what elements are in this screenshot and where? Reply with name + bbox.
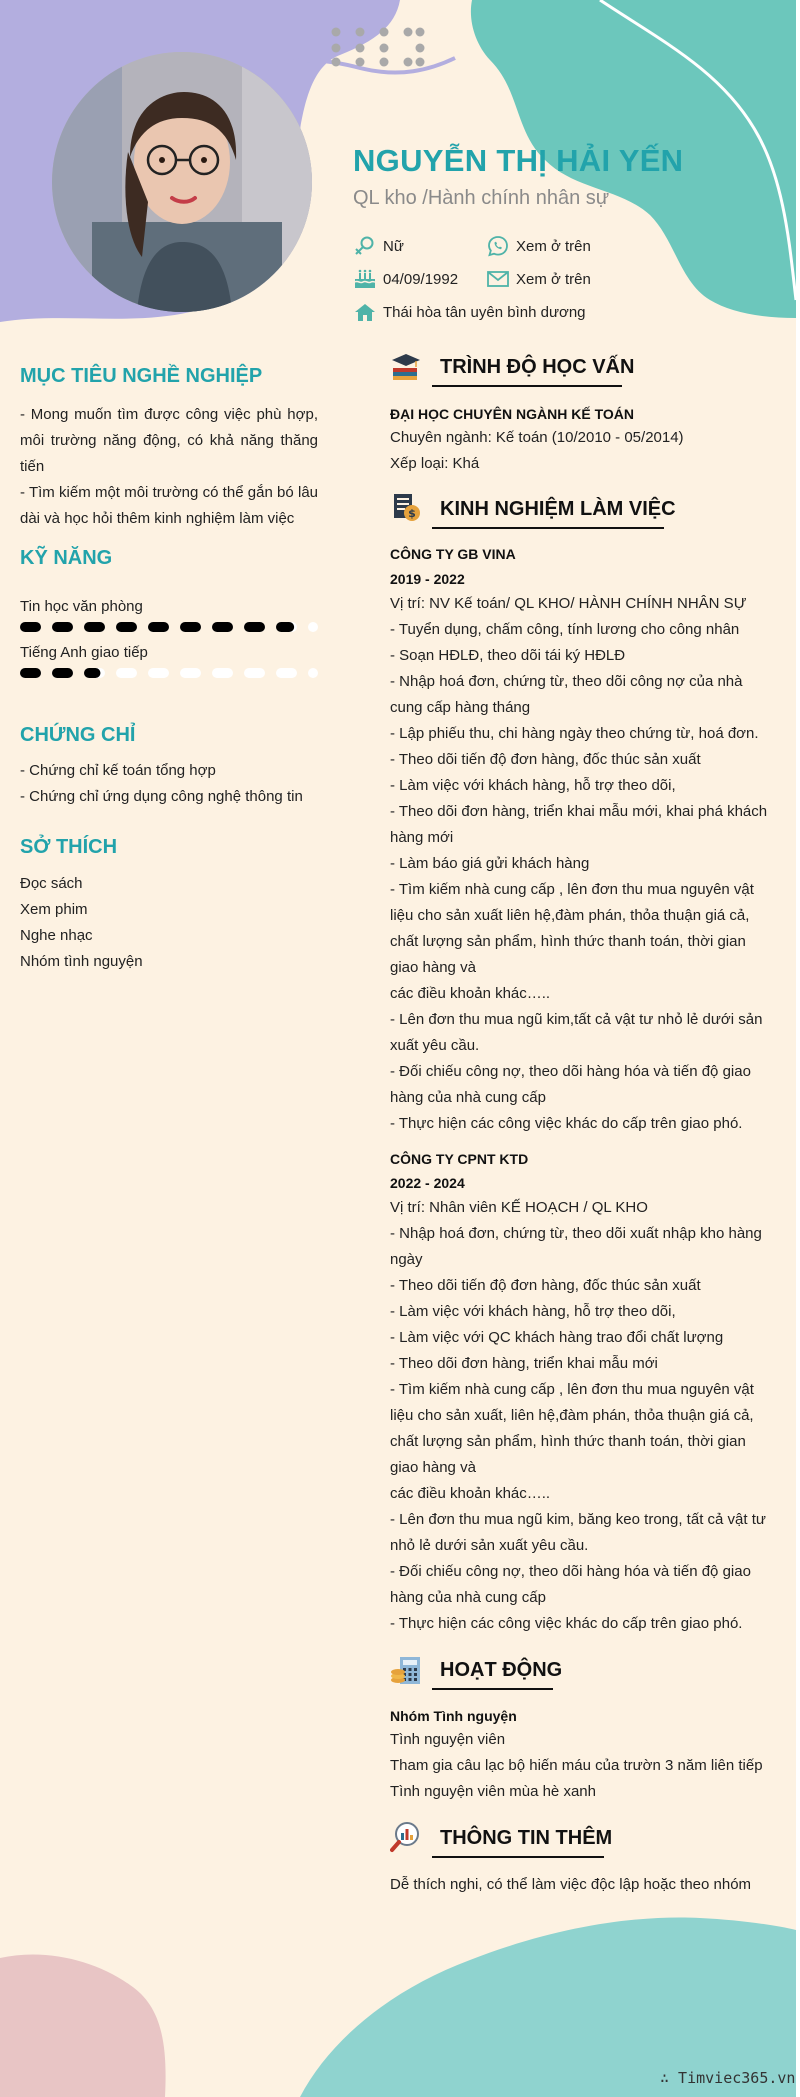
extra-heading: THÔNG TIN THÊM	[440, 1827, 613, 1849]
job-2-line: - Lên đơn thu mua ngũ kim, băng keo trong, tất cả vật tư nhỏ lẻ dưới sản xuất yêu cầu.	[390, 1511, 766, 1554]
job-2-company: CÔNG TY CPNT KTD	[390, 1151, 529, 1167]
skill-bar-fill-segment	[20, 668, 41, 678]
job-1-line: - Theo dõi tiến độ đơn hàng, đốc thúc sản xuất	[390, 751, 701, 768]
skill-bar-fill-segment	[180, 622, 201, 632]
skill-label-english: Tiếng Anh giao tiếp	[20, 644, 148, 661]
calculator-icon	[390, 1654, 422, 1686]
hobby-item-3: Nghe nhạc	[20, 927, 93, 944]
hobby-item-1: Đọc sách	[20, 875, 83, 892]
experience-heading: KINH NGHIỆM LÀM VIỆC	[440, 498, 676, 520]
education-grade: Xếp loại: Khá	[390, 455, 480, 472]
skill-bar-fill-segment	[276, 622, 294, 632]
skill-bar-track-segment	[212, 668, 233, 678]
job-1-line: - Tuyển dụng, chấm công, tính lương cho công nhân	[390, 621, 740, 638]
skill-bar-fill-segment	[212, 622, 233, 632]
activity-details	[390, 1727, 768, 1805]
extra-underline	[432, 1856, 604, 1858]
brand-watermark: ∴ Timviec365.vn	[660, 2069, 796, 2087]
skill-bar-fill-segment	[52, 622, 73, 632]
skill-bar-fill-segment	[148, 622, 169, 632]
objective-line-1: - Mong muốn tìm được công việc phù hợp, môi trường năng động, có khả năng thăng tiến	[20, 406, 318, 475]
email-value: Xem ở trên	[516, 270, 591, 288]
home-icon	[353, 301, 377, 323]
job-2-line: - Đối chiếu công nợ, theo dõi hàng hóa và tiến độ giao hàng của nhà cung cấp	[390, 1563, 751, 1606]
avatar-photo	[52, 52, 312, 312]
skill-label-office: Tin học văn phòng	[20, 598, 143, 615]
job-1-line: - Lên đơn thu mua ngũ kim,tất cả vật tư nhỏ lẻ dưới sản xuất yêu cầu.	[390, 1011, 763, 1054]
hobby-item-4: Nhóm tình nguyện	[20, 953, 143, 970]
hobbies-heading: SỞ THÍCH	[20, 836, 118, 858]
candidate-name: NGUYỄN THỊ HẢI YẾN	[353, 143, 684, 178]
skill-bar-track-segment	[116, 668, 137, 678]
job-2-line: Vị trí: Nhân viên KẾ HOẠCH / QL KHO	[390, 1199, 648, 1216]
activity-line: Tình nguyện viên mùa hè xanh	[390, 1783, 596, 1800]
job-1-line: - Tìm kiếm nhà cung cấp , lên đơn thu mua nguyên vật liệu cho sản xuất liên hệ,đàm phán, thỏa thuận giá cả, chất lượng sản phẩm, hình thức thanh toán, thời gian giao hàng và	[390, 881, 754, 976]
skill-bar-office	[20, 621, 318, 633]
job-2-line: - Theo dõi tiến độ đơn hàng, đốc thúc sản xuất	[390, 1277, 701, 1294]
job-2-line: - Tìm kiếm nhà cung cấp , lên đơn thu mua nguyên vật liệu cho sản xuất, liên hệ,đàm phán, thỏa thuận giá cả, chất lượng sản phẩm, hình thức thanh toán, thời gian giao hàng và	[390, 1381, 754, 1476]
email-row	[486, 268, 591, 290]
job-2-line: - Làm việc với QC khách hàng trao đổi chất lượng	[390, 1329, 724, 1346]
education-underline	[432, 385, 622, 387]
skill-bar-track-segment	[148, 668, 169, 678]
job-2-line: các điều khoản khác…..	[390, 1485, 551, 1502]
skill-bar-track-segment	[244, 668, 265, 678]
job-1-line: - Thực hiện các công việc khác do cấp trên giao phó.	[390, 1115, 743, 1132]
skill-bar-fill-segment	[52, 668, 73, 678]
skill-bar-track-segment	[180, 668, 201, 678]
job-2-details	[390, 1195, 768, 1637]
job-1-line: - Đối chiếu công nợ, theo dõi hàng hóa và tiến độ giao hàng của nhà cung cấp	[390, 1063, 751, 1106]
job-1-line: - Theo dõi đơn hàng, triển khai mẫu mới, khai phá khách hàng mới	[390, 803, 768, 846]
job-1-line: - Nhập hoá đơn, chứng từ, theo dõi công nợ của nhà cung cấp hàng tháng	[390, 673, 743, 716]
skill-bar-fill-segment	[84, 668, 100, 678]
activities-heading: HOẠT ĐỘNG	[440, 1659, 563, 1681]
certificate-item-1: - Chứng chỉ kế toán tổng hợp	[20, 762, 216, 779]
magnifier-chart-icon	[390, 1821, 422, 1853]
briefcase-icon	[390, 491, 422, 523]
activity-line: Tình nguyện viên	[390, 1731, 506, 1748]
activities-underline	[432, 1688, 553, 1690]
graduation-icon	[390, 350, 422, 382]
phone-row	[486, 235, 591, 257]
job-2-period: 2022 - 2024	[390, 1175, 465, 1191]
education-heading: TRÌNH ĐỘ HỌC VẤN	[440, 356, 635, 378]
gender-value: Nữ	[383, 237, 404, 255]
address-value: Thái hòa tân uyên bình dương	[383, 303, 586, 321]
phone-value: Xem ở trên	[516, 237, 591, 255]
envelope-icon	[486, 268, 510, 290]
job-2-line: - Làm việc với khách hàng, hỗ trợ theo dõi,	[390, 1303, 676, 1320]
job-2-line: - Nhập hoá đơn, chứng từ, theo dõi xuất nhập kho hàng ngày	[390, 1225, 762, 1268]
objective-line-2: - Tìm kiếm một môi trường có thể gắn bó lâu dài và học hỏi thêm kinh nghiệm làm việc	[20, 484, 318, 527]
skill-bar-fill-segment	[20, 622, 41, 632]
job-1-line: - Soạn HĐLĐ, theo dõi tái ký HĐLĐ	[390, 647, 626, 664]
phone-icon	[486, 235, 510, 257]
skill-bar-english	[20, 667, 318, 679]
job-title: QL kho /Hành chính nhân sự	[353, 187, 610, 209]
address-row	[353, 301, 586, 323]
experience-underline	[432, 527, 664, 529]
birthday-row	[353, 268, 458, 290]
skills-heading: KỸ NĂNG	[20, 547, 113, 569]
skill-bar-fill-segment	[84, 622, 105, 632]
job-1-period: 2019 - 2022	[390, 571, 465, 587]
job-2-line: - Thực hiện các công việc khác do cấp trên giao phó.	[390, 1615, 743, 1632]
job-1-line: - Làm việc với khách hàng, hỗ trợ theo dõi,	[390, 777, 676, 794]
skill-bar-track-segment	[308, 622, 318, 632]
skill-bar-fill-segment	[116, 622, 137, 632]
education-details	[390, 425, 768, 477]
education-major: Chuyên ngành: Kế toán (10/2010 - 05/2014)	[390, 429, 684, 446]
gender-row	[353, 235, 404, 257]
job-1-line: - Làm báo giá gửi khách hàng	[390, 855, 590, 872]
job-1-details	[390, 591, 768, 1137]
job-1-company: CÔNG TY GB VINA	[390, 546, 516, 562]
avatar	[52, 52, 312, 312]
certificate-item-2: - Chứng chỉ ứng dụng công nghệ thông tin	[20, 788, 303, 805]
activity-line: Tham gia câu lạc bộ hiến máu của trườn 3 năm liên tiếp	[390, 1757, 763, 1774]
birthday-cake-icon	[353, 268, 377, 290]
education-school: ĐẠI HỌC CHUYÊN NGÀNH KẾ TOÁN	[390, 406, 634, 422]
job-1-line: các điều khoản khác…..	[390, 985, 551, 1002]
job-1-line: - Lập phiếu thu, chi hàng ngày theo chứng từ, hoá đơn.	[390, 725, 759, 742]
skill-bar-track-segment	[276, 668, 297, 678]
objective-heading: MỤC TIÊU NGHỀ NGHIỆP	[20, 365, 263, 387]
extra-text: Dễ thích nghi, có thể làm việc độc lập hoặc theo nhóm	[390, 1876, 752, 1893]
birthday-value: 04/09/1992	[383, 270, 459, 288]
certificates-heading: CHỨNG CHỈ	[20, 724, 136, 746]
activity-group: Nhóm Tình nguyện	[390, 1708, 517, 1724]
skill-bar-fill-segment	[244, 622, 265, 632]
job-2-line: - Theo dõi đơn hàng, triển khai mẫu mới	[390, 1355, 658, 1372]
job-1-line: Vị trí: NV Kế toán/ QL KHO/ HÀNH CHÍNH NHÂN SỰ	[390, 595, 747, 612]
skill-bar-track-segment	[308, 668, 318, 678]
gender-female-icon	[353, 235, 377, 257]
svg-text:$: $	[408, 507, 416, 520]
hobby-item-2: Xem phim	[20, 901, 88, 918]
